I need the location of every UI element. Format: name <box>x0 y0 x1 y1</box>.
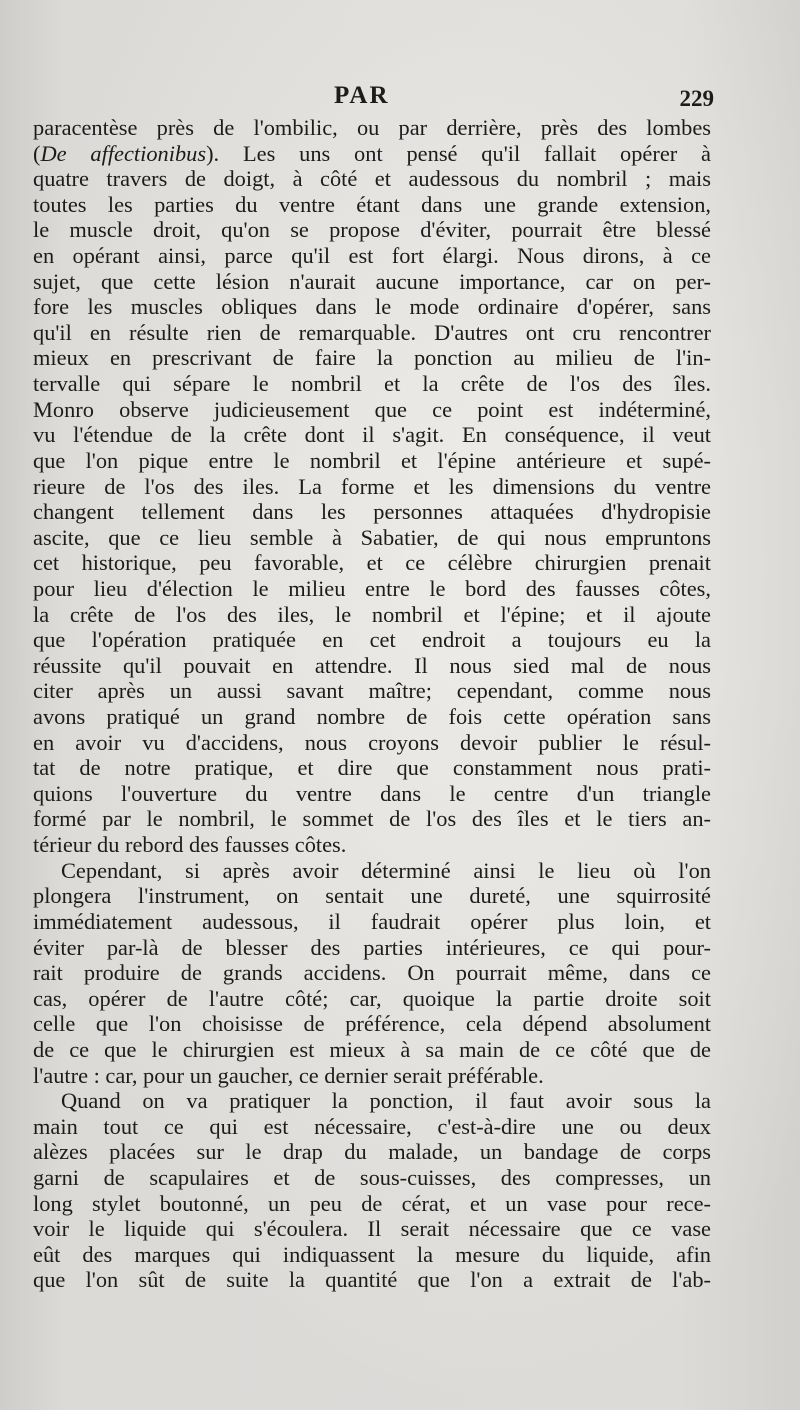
text-line: immédiatement audessous, il faudrait opérer plus loin, et <box>33 908 711 934</box>
text-line: rieure de l'os des iles. La forme et les dimensions du ventre <box>33 473 711 499</box>
text-line: de ce que le chirurgien est mieux à sa main de ce côté que de <box>33 1036 711 1062</box>
text-line: formé par le nombril, le sommet de l'os des îles et le tiers an- <box>33 806 711 832</box>
text-line: que l'on pique entre le nombril et l'épine antérieure et supé- <box>33 447 711 473</box>
text-line: éviter par-là de blesser des parties intérieures, ce qui pour- <box>33 934 711 960</box>
text-line: en opérant ainsi, parce qu'il est fort élargi. Nous dirons, à ce <box>33 243 711 269</box>
text-line: pour lieu d'élection le milieu entre le bord des fausses côtes, <box>33 575 711 601</box>
text-line: plongera l'instrument, on sentait une dureté, une squirrosité <box>33 883 711 909</box>
text-line: qu'il en résulte rien de remarquable. D'autres ont cru rencontrer <box>33 319 711 345</box>
text-line: quions l'ouverture du ventre dans le centre d'un triangle <box>33 780 711 806</box>
text-line: Quand on va pratiquer la ponction, il faut avoir sous la <box>61 1088 711 1114</box>
text-line: paracentèse près de l'ombilic, ou par derrière, près des lombes <box>33 115 711 140</box>
text-line: celle que l'on choisisse de préférence, cela dépend absolument <box>33 1011 711 1037</box>
running-title: PAR <box>334 82 390 109</box>
running-head <box>34 82 714 116</box>
text-line: fore les muscles obliques dans le mode ordinaire d'opérer, sans <box>33 294 711 320</box>
text-line: cet historique, peu favorable, et ce célèbre chirurgien prenait <box>33 550 711 576</box>
latin-title: De affectionibus <box>40 140 207 166</box>
text-line: long stylet boutonné, un peu de cérat, et un vase pour rece- <box>33 1190 711 1216</box>
text-line: quatre travers de doigt, à côté et audessous du nombril ; mais <box>33 166 711 192</box>
text-line: (De affectionibus). Les uns ont pensé qu'il fallait opérer à <box>33 140 711 166</box>
text-line: l'autre : car, pour un gaucher, ce dernier serait préférable. <box>33 1062 544 1088</box>
text-line: changent tellement dans les personnes attaquées d'hydropisie <box>33 499 711 525</box>
text-line: que l'on sût de suite la quantité que l'on a extrait de l'ab- <box>33 1267 711 1293</box>
text-line: Monro observe judicieusement que ce point est indéterminé, <box>33 396 711 422</box>
text-line: mieux en prescrivant de faire la ponction au milieu de l'in- <box>33 345 711 371</box>
text-line: avons pratiqué un grand nombre de fois cette opération sans <box>33 704 711 730</box>
text-line: le muscle droit, qu'on se propose d'éviter, pourrait être blessé <box>33 217 711 243</box>
text-line: garni de scapulaires et de sous-cuisses, des compresses, un <box>33 1164 711 1190</box>
page-number: 229 <box>679 86 714 111</box>
text-line: toutes les parties du ventre étant dans une grande extension, <box>33 191 711 217</box>
text-line: réussite qu'il pouvait en attendre. Il nous sied mal de nous <box>33 652 711 678</box>
text-line: la crête de l'os des iles, le nombril et l'épine; et il ajoute <box>33 601 711 627</box>
body-text <box>33 115 711 1293</box>
text-line: Cependant, si après avoir déterminé ainsi le lieu où l'on <box>61 857 711 883</box>
text-line: en avoir vu d'accidens, nous croyons devoir publier le résul- <box>33 729 711 755</box>
text-line: tervalle qui sépare le nombril et la crête de l'os des îles. <box>33 371 711 397</box>
text-line: ascite, que ce lieu semble à Sabatier, de qui nous empruntons <box>33 524 711 550</box>
text-line: main tout ce qui est nécessaire, c'est-à-dire une ou deux <box>33 1113 711 1139</box>
text-line: voir le liquide qui s'écoulera. Il serait nécessaire que ce vase <box>33 1216 711 1242</box>
text-line: que l'opération pratiquée en cet endroit a toujours eu la <box>33 627 711 653</box>
text-line: tat de notre pratique, et dire que constamment nous prati- <box>33 755 711 781</box>
text-line: citer après un aussi savant maître; cependant, comme nous <box>33 678 711 704</box>
text-line: cas, opérer de l'autre côté; car, quoique la partie droite soit <box>33 985 711 1011</box>
text-line: sujet, que cette lésion n'aurait aucune importance, car on per- <box>33 268 711 294</box>
text-line: vu l'étendue de la crête dont il s'agit. En conséquence, il veut <box>33 422 711 448</box>
text-line: térieur du rebord des fausses côtes. <box>33 832 347 858</box>
text-line: alèzes placées sur le drap du malade, un bandage de corps <box>33 1139 711 1165</box>
text-line: eût des marques qui indiquassent la mesure du liquide, afin <box>33 1241 711 1267</box>
text-line: rait produire de grands accidens. On pourrait même, dans ce <box>33 960 711 986</box>
